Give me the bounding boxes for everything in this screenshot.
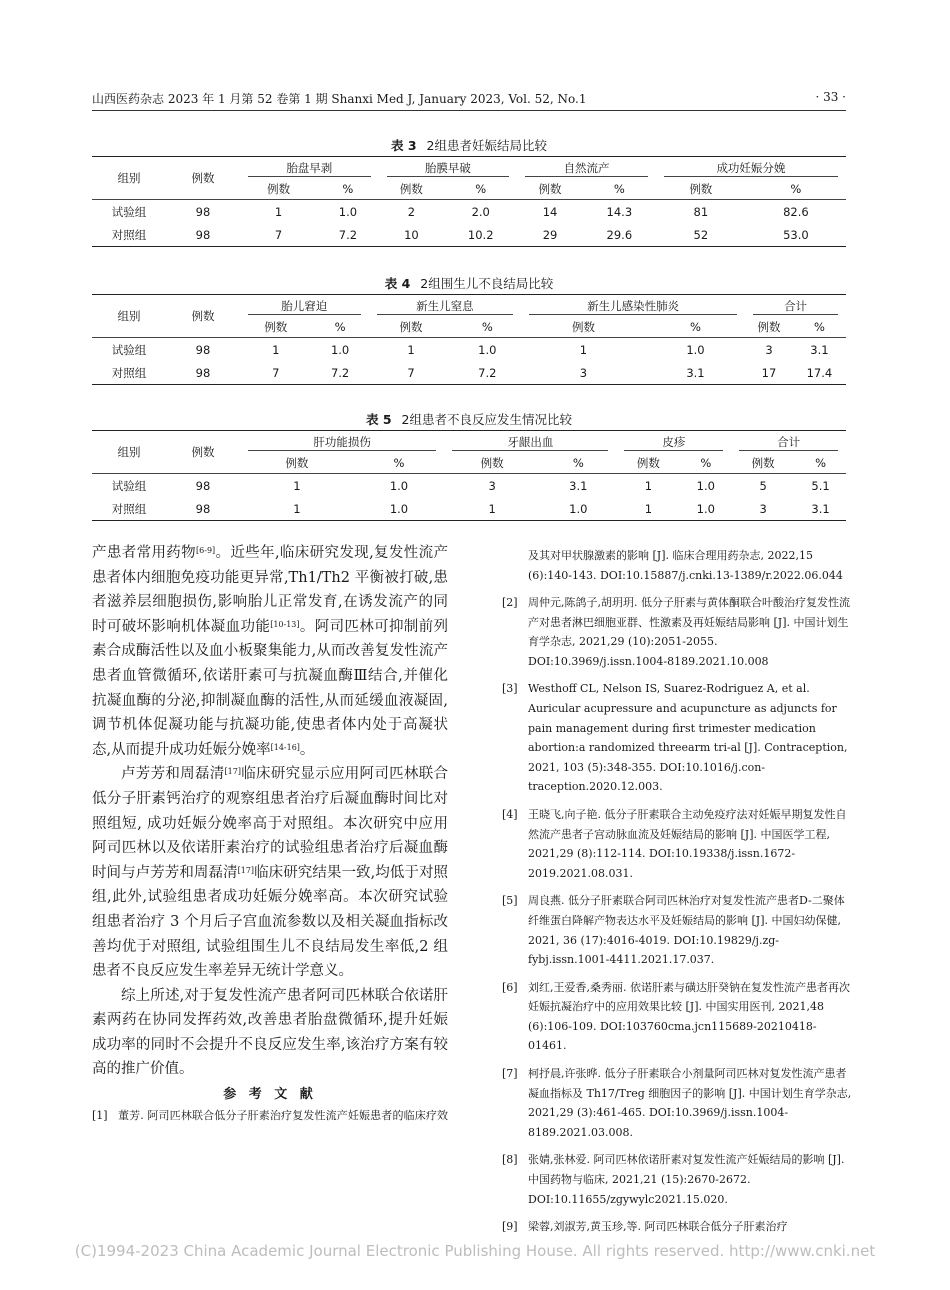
paragraph: 综上所述,对于复发性流产患者阿司匹林联合依诺肝素两药在协同发挥药效,改善患者胎盘微循环,提升妊娠成功率的同时不会提升不良反应发生率,该治疗方案有较高的推广价值。: [92, 987, 448, 1078]
reference-item: [9] 梁蓉,刘淑芳,黄玉珍,等. 阿司匹林联合低分子肝素治疗: [502, 1220, 788, 1234]
reference-item: [2] 周仲元,陈鸽子,胡玥玥. 低分子肝素与黄体酮联合叶酸治疗复发性流产对患者淋巴细胞亚群、性激素及再妊娠结局影响 [J]. 中国计划生育学杂志, 2021,29 (10):2051-2055. DOI:10.3969/j.issn.1004-8189.2021.10.008: [502, 596, 850, 668]
copyright-watermark: (C)1994-2023 China Academic Journal Electronic Publishing House. All rights reserved. http://www.cnki.net: [74, 1242, 876, 1260]
table-row: 对照组 98 7 7.2 7 7.2 3 3.1 17 17.4: [92, 361, 846, 385]
table5-title: 表 5 2组患者不良反应发生情况比较: [365, 412, 573, 427]
table4-title: 表 4 2组围生儿不良结局比较: [384, 276, 554, 291]
references-heading: 参 考 文 献: [223, 1087, 317, 1103]
paragraph: 产患者常用药物[6-9]。近些年,临床研究发现,复发性流产患者体内细胞免疫功能更异常,Th1/Th2 平衡被打破,患者滋养层细胞损伤,影响胎儿正常发育,在诱发流产的同时可破坏影响机体凝血功能[10-13]。阿司匹林可抑制前列素合成酶活性以及血小板聚集能力,从而改善复发性流产患者血管微循环,依诺肝素可与抗凝血酶Ⅲ结合,并催化抗凝血酶的分泌,抑制凝血酶的活性,从而延缓血液凝固,调节机体促凝功能与抗凝功能,使患者体内处于高凝状态,从而提升成功妊娠分娩率[14-16]。: [92, 545, 449, 758]
right-column-references: [502, 546, 854, 1237]
reference-item: [4] 王晓飞,向子艳. 低分子肝素联合主动免疫疗法对妊娠早期复发性自然流产患者子宫动脉血流及妊娠结局的影响 [J]. 中国医学工程, 2021,29 (8):112-114. DOI:10.19338/j.issn.1672-2019.2021.08.031.: [502, 807, 847, 880]
table-row: 试验组 98 1 1.0 3 3.1 1 1.0 5 5.1: [111, 478, 830, 493]
table4: 组别 例数 胎儿窘迫 新生儿窒息 新生儿感染性肺炎 合计 例数 % 例数 % 例数 % 例数 % 试验组 98 1 1.0 1 1.0 1 1.0 3 3.1 对照组 98 7 7.2 7 7.2 3 3.1 17 17.4: [92, 294, 846, 385]
reference-item: [1] 董芳. 阿司匹林联合低分子肝素治疗复发性流产妊娠患者的临床疗效: [92, 1109, 448, 1123]
running-header: [92, 88, 846, 111]
reference-item: [3] Westhoff CL, Nelson IS, Suarez-Rodriguez A, et al. Auricular acupressure and acupuncture as adjuncts for pain management during first trimester medication abortion:a randomized threearm tri-al [J]. Contraception, 2021, 103 (5):348-355. DOI:10.1016/j.con-traception.2020.12.003.: [502, 682, 848, 794]
journal-info: 山西医药杂志 2023 年 1 月第 52 卷第 1 期 Shanxi Med J, January 2023, Vol. 52, No.1: [92, 92, 587, 106]
table-row: 试验组 98 1 1.0 2 2.0 14 14.3 81 82.6: [111, 204, 809, 219]
left-column: [92, 541, 448, 1126]
table-row: 对照组 98 1 1.0 1 1.0 1 1.0 3 3.1: [92, 497, 846, 521]
reference-item-cont: 及其对甲状腺激素的影响 [J]. 临床合理用药杂志, 2022,15 (6):140-143. DOI:10.15887/j.cnki.13-1389/r.2022.06.044: [528, 549, 843, 582]
table5: 组别 例数 肝功能损伤 牙龈出血 皮疹 合计 例数 % 例数 % 例数 % 例数 % 试验组 98 1 1.0 3 3.1 1 1.0 5 5.1 对照组 98 1 1.0 1 1.0 1 1.0 3 3.1: [92, 430, 846, 521]
reference-item: [7] 柯抒晨,许张晔. 低分子肝素联合小剂量阿司匹林对复发性流产患者凝血指标及 Th17/Treg 细胞因子的影响 [J]. 中国计划生育学杂志, 2021,29 (3):461-465. DOI:10.3969/j.issn.1004-8189.2021.03.008.: [502, 1067, 852, 1139]
table3-title: 表 3 2组患者妊娠结局比较: [390, 138, 548, 153]
reference-item: [8] 张婧,张林爱. 阿司匹林依诺肝素对复发性流产妊娠结局的影响 [J]. 中国药物与临床, 2021,21 (15):2670-2672. DOI:10.11655/zgywylc2021.15.020.: [502, 1153, 845, 1206]
table-row: 对照组 98 7 7.2 10 10.2 29 29.6 52 53.0: [92, 223, 846, 247]
reference-item: [5] 周良燕. 低分子肝素联合阿司匹林治疗对复发性流产患者D-二聚体纤维蛋白降解产物表达水平及妊娠结局的影响 [J]. 中国妇幼保健, 2021, 36 (17):4016-4019. DOI:10.19829/j.zg-fybj.issn.1001-4411.2021.17.037.: [502, 894, 845, 967]
page-number: · 33 ·: [815, 90, 846, 104]
table-row: 试验组 98 1 1.0 1 1.0 1 1.0 3 3.1: [111, 342, 829, 357]
reference-item: [6] 刘红,王爱香,桑秀丽. 依诺肝素与磺达肝癸钠在复发性流产患者再次妊娠抗凝治疗中的应用效果比较 [J]. 中国实用医刊, 2021,48 (6):106-109. DOI:103760cma.jcn115689-20210418-01461.: [502, 980, 850, 1053]
table3: 组别 例数 胎盘早剥 胎膜早破 自然流产 成功妊娠分娩 例数 % 例数 % 例数 % 例数 % 试验组 98 1 1.0 2 2.0 14 14.3 81 82.6 对照组 98 7 7.2 10 10.2 29 29.6 52 53.0: [92, 156, 846, 247]
paragraph: 卢芳芳和周磊清[17]临床研究显示应用阿司匹林联合低分子肝素钙治疗的观察组患者治疗后凝血酶时间比对照组短, 成功妊娠分娩率高于对照组。本次研究中应用阿司匹林以及依诺肝素治疗的试验组患者治疗后凝血酶时间与卢芳芳和周磊清[17]临床研究结果一致,均低于对照组,此外,试验组患者成功妊娠分娩率高。本次研究试验组患者治疗 3 个月后子宫血流参数以及相关凝血指标改善均优于对照组, 试验组围生儿不良结局发生率低,2 组患者不良反应发生率差异无统计学意义。: [92, 766, 449, 980]
